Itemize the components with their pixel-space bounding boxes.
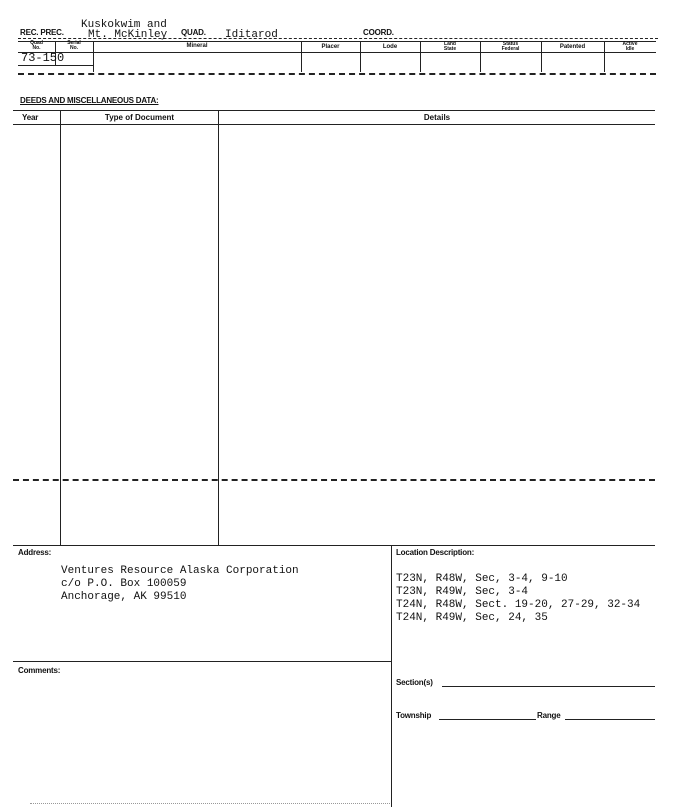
range-label: Range [537, 711, 561, 720]
quad-value: Iditarod [225, 29, 278, 41]
rec-prec-value-line1: Kuskokwim and [81, 19, 167, 31]
comments-top-rule [13, 661, 391, 662]
col-type-of-document: Type of Document [104, 113, 175, 122]
location-line1: T23N, R48W, Sec, 3-4, 9-10 [396, 573, 568, 585]
rec-prec-label: REC. PREC. [20, 28, 64, 37]
col-year: Year [22, 113, 39, 122]
col-patented: Patented [559, 44, 586, 50]
address-label: Address: [18, 548, 52, 557]
rec-prec-value-line2: Mt. McKinley [88, 29, 168, 41]
record-table-top-rule [18, 41, 656, 42]
location-line2: T23N, R49W, Sec, 3-4 [396, 586, 529, 598]
sections-field [442, 686, 655, 687]
range-field [565, 719, 655, 720]
deeds-header-rule [13, 124, 655, 125]
lower-top-rule [13, 545, 655, 546]
col-quad-no: Quad No. [30, 40, 43, 51]
header-rule [18, 38, 658, 39]
address-line2: c/o P.O. Box 100059 [61, 578, 187, 590]
address-line1: Ventures Resource Alaska Corporation [61, 565, 299, 577]
location-line3: T24N, R48W, Sect. 19-20, 27-29, 32-34 [396, 599, 641, 611]
quad-label: QUAD. [181, 28, 206, 37]
comments-label: Comments: [18, 666, 61, 675]
col-placer: Placer [321, 44, 340, 50]
coord-label: COORD. [363, 28, 394, 37]
township-label: Township [396, 711, 432, 720]
col-status-federal: Status Federal [501, 41, 520, 52]
deeds-top-rule [13, 110, 655, 111]
col-land-state: Land State [443, 41, 457, 52]
col-active-idle: Active Idle [622, 41, 638, 52]
deeds-dashed-rule [13, 479, 655, 481]
col-details: Details [423, 113, 451, 122]
col-serial-no: Serial No. [67, 40, 81, 51]
township-field [439, 719, 536, 720]
location-label: Location Description: [396, 548, 475, 557]
address-line3: Anchorage, AK 99510 [61, 591, 187, 603]
scan-noise [30, 803, 390, 804]
quad-no-underline [18, 65, 93, 66]
col-mineral: Mineral [186, 43, 208, 49]
lower-col-divider [391, 545, 392, 807]
quad-no-value: 73-150 [21, 51, 65, 65]
record-table-header-rule [18, 52, 656, 53]
record-table-bottom-rule [18, 73, 656, 75]
location-line4: T24N, R49W, Sec, 24, 35 [396, 612, 548, 624]
col-lode: Lode [382, 44, 398, 50]
sections-label: Section(s) [396, 678, 433, 687]
deeds-section-title: DEEDS AND MISCELLANEOUS DATA: [20, 96, 159, 105]
